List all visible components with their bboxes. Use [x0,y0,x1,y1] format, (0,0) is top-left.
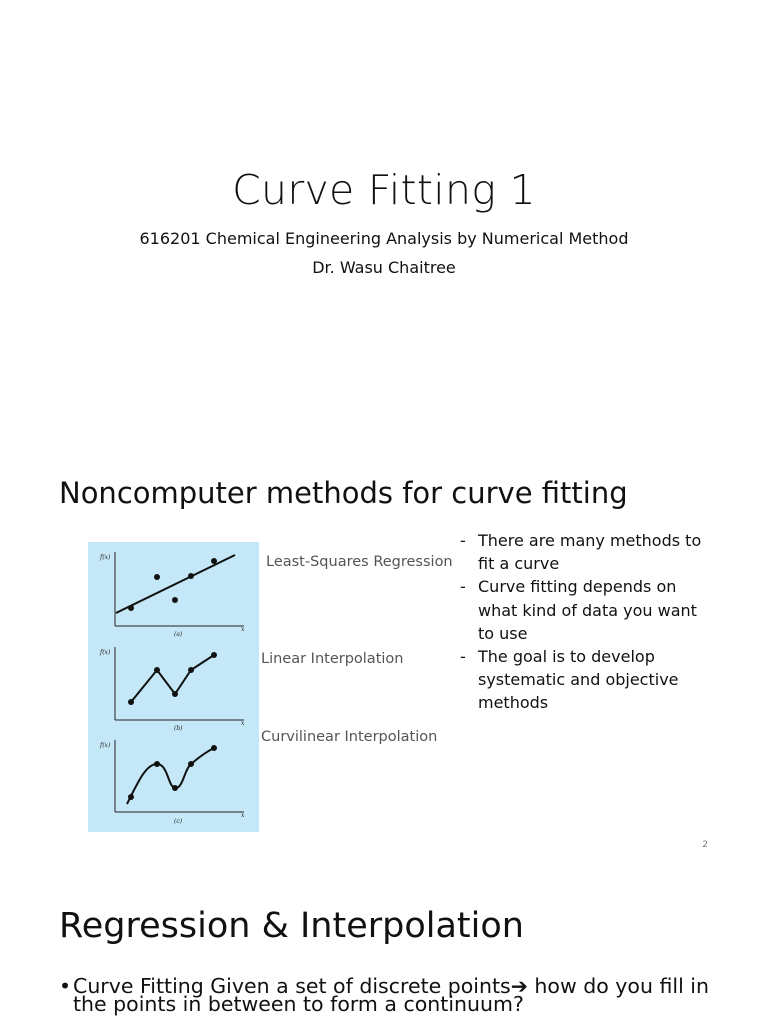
data-point [154,574,160,580]
data-point [211,745,217,751]
x-axis-label: x [241,812,245,819]
page-number: 2 [702,840,708,850]
bullet-item [59,974,739,1016]
panel-caption: (a) [174,631,183,638]
y-axis-label: f(x) [100,742,111,749]
least-squares-label: Least-Squares Regression [266,554,453,570]
course-name: 616201 Chemical Engineering Analysis by Numerical Method [139,229,629,248]
right-arrow-icon: ➔ [510,974,528,998]
data-point [188,761,194,767]
bullet-text-continued: how do you fill in the points in between to form a continuum? [73,974,709,1016]
data-point [154,667,160,673]
bullet-list [458,529,708,715]
data-point [188,573,194,579]
x-axis-label: x [241,626,245,633]
y-axis-label: f(x) [100,649,111,656]
x-axis-label: x [241,720,245,727]
bullet-dot: • [59,974,72,998]
author-name: Dr. Wasu Chaitree [312,258,456,277]
panel-caption: (c) [174,818,183,825]
data-point [128,605,134,611]
panel-c [99,740,245,825]
data-point [128,699,134,705]
slide-title: Curve Fitting 1 [232,166,536,214]
linear-interpolation-label: Linear Interpolation [261,651,404,667]
regression-slide [0,864,768,1024]
bullet-item: - The goal is to develop systematic and objective methods [458,645,708,715]
data-point [172,785,178,791]
data-point [128,794,134,800]
data-point [211,558,217,564]
methods-slide [0,432,768,864]
bullet-text: Curve Fitting Given a set of discrete points [73,974,511,998]
y-axis-label: f(x) [100,554,111,561]
slide-title: Noncomputer methods for curve fitting [59,476,628,510]
panel-a [99,552,245,638]
panel-b [99,647,245,732]
data-point [211,652,217,658]
slide-title: Regression & Interpolation [59,906,524,946]
panel-caption: (b) [174,725,183,732]
data-point [188,667,194,673]
title-slide [0,0,768,432]
curvilinear-interpolation-label: Curvilinear Interpolation [261,729,438,745]
data-point [154,761,160,767]
bullet-item: - Curve fitting depends on what kind of data you want to use [458,575,708,645]
data-point [172,597,178,603]
curve-fitting-figure [88,542,259,832]
bullet-item: - There are many methods to fit a curve [458,529,708,575]
data-point [172,691,178,697]
